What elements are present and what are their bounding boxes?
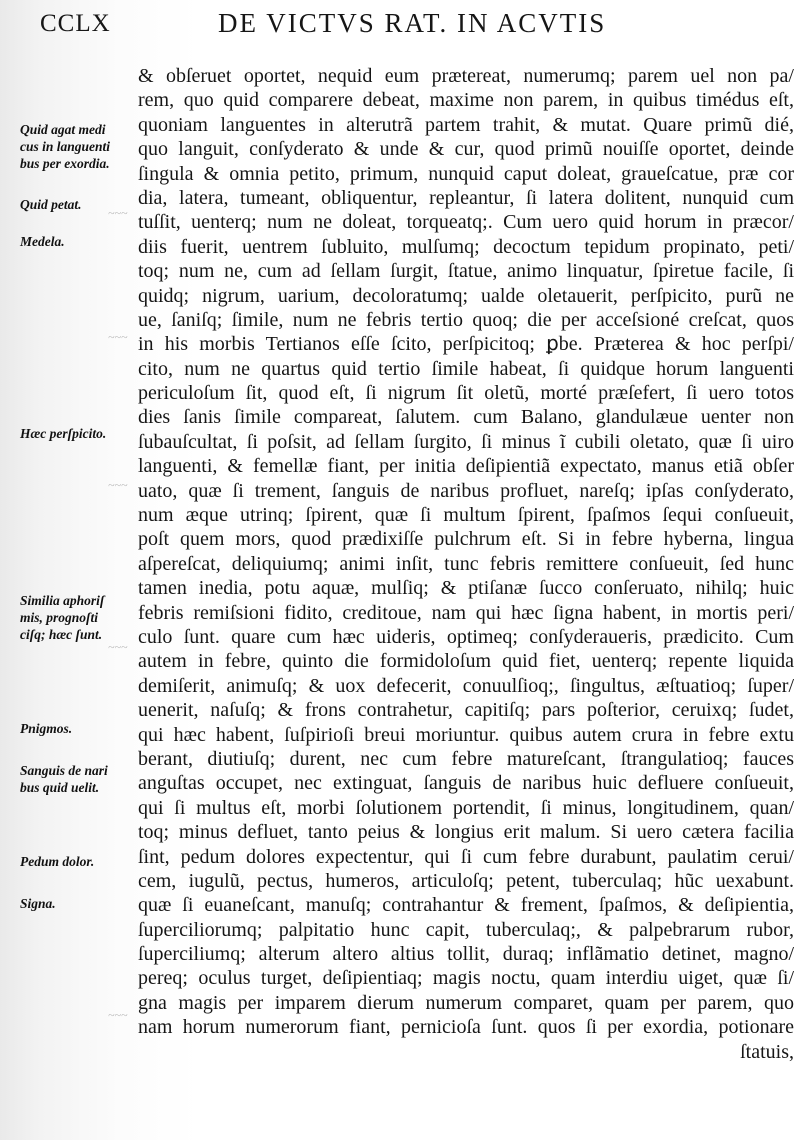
margin-note bbox=[20, 425, 106, 442]
folio-number: CCLX bbox=[40, 10, 111, 37]
text-line: ue, ſaniſq; ſimile, num ne febris tertio quoq; die per acceſsioné creſcat, quos bbox=[138, 308, 794, 331]
show-through-text: ~~~ bbox=[108, 206, 128, 220]
margin-note bbox=[20, 762, 108, 796]
show-through-text: ~~~ bbox=[108, 478, 128, 492]
text-line: ſingula & omnia petito, primum, nunquid caput doleat, graueſcatue, præ cor bbox=[138, 162, 794, 185]
text-line: poſt quem mors, quod prædixiſſe pulchrum eſt. Si in febre hyberna, lingua bbox=[138, 528, 794, 551]
margin-note bbox=[20, 196, 82, 213]
margin-note-line: Hæc perſpicito. bbox=[20, 426, 107, 441]
text-line: quidq; nigrum, uarium, decoloratumq; ualde oletauerit, perſpicito, purũ ne bbox=[138, 284, 794, 307]
main-text-block bbox=[138, 64, 794, 1064]
margin-note bbox=[20, 853, 94, 870]
margin-note bbox=[20, 121, 110, 172]
margin-note-line: cus in languenti bbox=[20, 139, 111, 154]
show-through-text: ~~~ bbox=[108, 1008, 128, 1022]
text-line: tamen inedia, potu aquæ, mulſiq; & ptiſanæ ſucco conſeruato, nihilq; huic bbox=[138, 577, 794, 600]
margin-note-line: Similia aphoriſ bbox=[20, 593, 105, 608]
margin-note-line: mis, prognoſti bbox=[20, 610, 99, 625]
margin-note-line: Pnigmos. bbox=[20, 721, 73, 736]
text-line: nam horum numerorum fiant, pernicioſa ſunt. quos ſi per exordia, potionare bbox=[138, 1016, 794, 1039]
text-line: anguſtas occupet, nec extinguat, ſanguis de naribus huic defluere conſueuit, bbox=[138, 772, 794, 795]
text-line: dies ſanis ſimile compareat, ſalutem. cum Balano, glandulæue uenter non bbox=[138, 406, 794, 429]
margin-note bbox=[20, 592, 104, 643]
margin-note-line: bus per exordia. bbox=[20, 156, 110, 171]
text-line: diis fuerit, uentrem ſubluito, mulſumq; decoctum tepidum propinato, peti/ bbox=[138, 235, 794, 258]
margin-note-line: Medela. bbox=[20, 234, 65, 249]
text-line: febris remiſsioni fidito, creditoue, nam qui hæc ſigna habent, in mortis peri/ bbox=[138, 601, 794, 624]
show-through-text: ~~~ bbox=[108, 330, 128, 344]
text-line: qui hæc habent, ſuſpirioſi breui moriuntur. quibus autem crura in febre extu bbox=[138, 723, 794, 746]
running-head: DE VICTVS RAT. IN ACVTIS bbox=[218, 8, 607, 38]
text-line: toq; minus defluet, tanto peius & longius erit malum. Si uero cætera facilia bbox=[138, 821, 794, 844]
text-line: ſubauſcultat, ſi poſsit, ad ſellam ſurgito, ſi minus ĩ cubili oletato, quæ ſi uiro bbox=[138, 430, 794, 453]
text-line: aſpereſcat, deliquiumq; animi inſit, tunc febris remittere conſueuit, ſed hunc bbox=[138, 552, 794, 575]
text-line: qui ſi multus eſt, morbi ſolutionem portendit, ſi minus, longitudinem, quan/ bbox=[138, 796, 794, 819]
margin-note-line: Quid agat medi bbox=[20, 122, 106, 137]
margin-note-line: Signa. bbox=[20, 896, 56, 911]
text-line: & obſeruet oportet, nequid eum prætereat, numerumq; parem uel non pa/ bbox=[138, 65, 794, 87]
margin-note-line: Quid petat. bbox=[20, 197, 82, 212]
text-line: cito, num ne quartus quid tertio ſimile habeat, ſi quidque horum languenti bbox=[138, 357, 794, 380]
text-line: periculoſum ſit, quod eſt, ſi nigrum ſit oletũ, morté præſefert, ſi uero totos bbox=[138, 382, 794, 405]
text-line: demiſerit, animuſq; & uox defecerit, conuulſioq;, ſingultus, æſtuatioq; ſuper/ bbox=[138, 674, 794, 697]
text-line: rem, quo quid comparere debeat, maxime non parem, in quibus timédus eſt, bbox=[138, 89, 794, 112]
text-line: dia, latera, tumeant, obliquentur, repleantur, ſi latera dolitent, nunquid cum bbox=[138, 186, 794, 209]
margin-note-line: Pedum dolor. bbox=[20, 854, 95, 869]
text-line: gna magis per imparem dierum numerum comparet, quam per parem, quo bbox=[138, 991, 794, 1014]
text-line: quo languit, conſyderato & unde & cur, quod primũ nouiſſe oportet, deinde bbox=[138, 138, 794, 161]
text-line: culo ſunt. quare cum hæc uideris, optimeq; conſyderaueris, prædicito. Cum bbox=[138, 625, 794, 648]
margin-note bbox=[20, 720, 72, 737]
text-line: ſuperciliumq; alterum altero altius tollit, duraq; inflãmatio detinet, magno/ bbox=[138, 943, 794, 966]
text-line: uenerit, naſuſq; & frons contrahetur, capitiſq; pars poſterior, ceruixq; ſudet, bbox=[138, 699, 794, 722]
margin-note-line: bus quid uelit. bbox=[20, 780, 100, 795]
text-line: languenti, & femellæ fiant, per initia deſipientiã expectato, manus etiã obſer bbox=[138, 455, 794, 478]
text-line: berant, diutiuſq; durent, nec cum febre matureſcant, ſtrangulatioq; fauces bbox=[138, 747, 794, 770]
margin-note bbox=[20, 233, 65, 250]
text-line: tuſſit, uenterq; num ne doleat, torqueatq;. Cum uero quid horum in præcor/ bbox=[138, 211, 794, 234]
margin-note-line: ciſq; hæc ſunt. bbox=[20, 627, 103, 642]
text-line: quoniam languentes in alterutrã partem trahit, & mutat. Quare primũ dié, bbox=[138, 113, 794, 136]
text-line: cem, iugulũ, pectus, humeros, articuloſq; petent, tuberculaq; hũc uexabunt. bbox=[138, 869, 794, 892]
text-line: ſint, pedum dolores expectentur, qui ſi cum febre durabunt, paulatim cerui/ bbox=[138, 845, 794, 868]
text-line: num æque utrinq; ſpirent, quæ ſi multum ſpirent, ſpaſmos ſequi conſueuit, bbox=[138, 504, 794, 527]
show-through-text: ~~~ bbox=[108, 640, 128, 654]
text-line: autem in febre, quinto die formidoloſum quid fiet, uenterq; repente liquida bbox=[138, 650, 794, 673]
text-line: pereq; oculus turget, deſipientiaq; magis noctu, quam interdiu uiget, quæ ſi/ bbox=[138, 967, 794, 990]
text-line: uato, quæ ſi trement, ſanguis de naribus profluet, nareſq; ipſas conſyderato, bbox=[138, 479, 794, 502]
text-line: toq; num ne, cum ad ſellam ſurgit, ſtatue, animo linquatur, ſpiretue facile, ſi bbox=[138, 260, 794, 283]
margin-note bbox=[20, 895, 56, 912]
catchword: ſtatuis, bbox=[740, 1040, 794, 1063]
text-line: quæ ſi euaneſcant, manuſq; contrahantur & frement, ſpaſmos, & deſipientia, bbox=[138, 894, 794, 917]
margin-note-line: Sanguis de nari bbox=[20, 763, 108, 778]
text-line: ſuperciliorumq; palpitatio hunc capit, tuberculaq;, & palpebrarum rubor, bbox=[138, 918, 794, 941]
text-line: in his morbis Tertianos eſſe ſcito, perſpicitoq; ꝑbe. Præterea & hoc perſpi/ bbox=[138, 333, 794, 356]
